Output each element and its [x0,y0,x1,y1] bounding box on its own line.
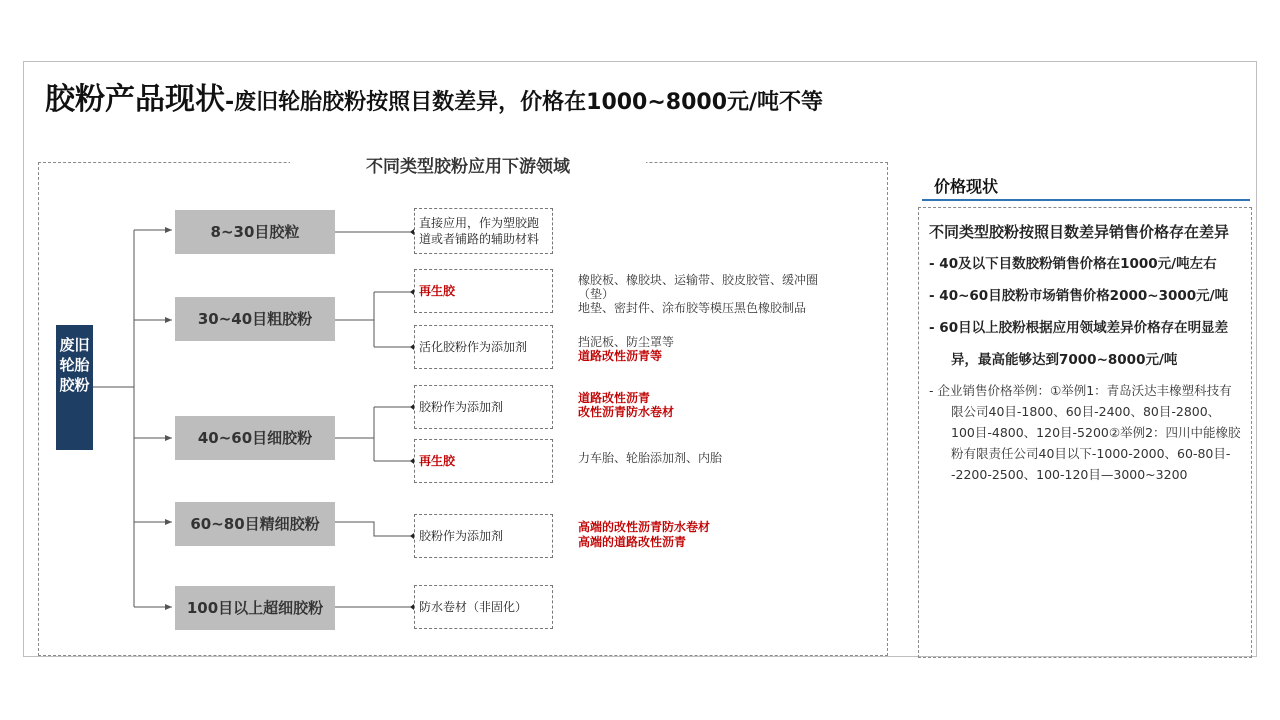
price-heading-underline [922,199,1250,201]
category-60-80-mesh: 60~80目精细胶粉 [175,502,335,546]
example-text: 橡胶板、橡胶块、运输带、胶皮胶管、缓冲圈（垫） [578,273,819,301]
example-text: 力车胎、轮胎添加剂、内胎 [578,451,723,465]
use-box-additive: 胶粉作为添加剂 [414,385,553,429]
use-box-activated-additive: 活化胶粉作为添加剂 [414,325,553,369]
example-text-highlight: 道路改性沥青 [578,391,651,405]
category-30-40-mesh: 30~40目粗胶粉 [175,297,335,341]
title-main: 胶粉产品现状 [45,82,225,117]
price-heading: 价格现状 [934,177,999,196]
category-40-60-mesh: 40~60目细胶粉 [175,416,335,460]
title-sub: -废旧轮胎胶粉按照目数差异，价格在1000~8000元/吨不等 [225,90,824,115]
use-box-reclaimed-rubber-2: 再生胶 [414,439,553,483]
price-bullet: - 40~60目胶粉市场销售价格2000~3000元/吨 [929,288,1229,304]
example-text-highlight: 高端的道路改性沥青 [578,535,687,549]
example-text-highlight: 改性沥青防水卷材 [578,405,675,419]
use-box-waterproof: 防水卷材（非固化） [414,585,553,629]
price-intro: 不同类型胶粉按照目数差异销售价格存在差异 [929,223,1230,241]
example-text: 挡泥板、防尘罩等 [578,335,675,349]
price-bullet: - 40及以下目数胶粉销售价格在1000元/吨左右 [929,256,1217,272]
root-node-waste-tire-powder: 废旧轮胎胶粉 [56,325,93,450]
example-text: 地垫、密封件、涂布胶等模压黑色橡胶制品 [578,301,807,315]
diagram-heading: 不同类型胶粉应用下游领域 [290,152,646,177]
use-box-reclaimed-rubber: 再生胶 [414,269,553,313]
example-text-highlight: 高端的改性沥青防水卷材 [578,520,711,534]
price-bullet: - 60目以上胶粉根据应用领域差异价格存在明显差异，最高能够达到7000~8000元/吨 [929,320,1229,368]
category-8-30-mesh: 8~30目胶粒 [175,210,335,254]
use-box-additive-2: 胶粉作为添加剂 [414,514,553,558]
price-example-note: - 企业销售价格举例：①举例1：青岛沃达丰橡塑科技有限公司40目-1800、60目-2400、80目-2800、100目-4800、120目-5200②举例2：四川中能橡胶粉有限责任公司40目以下-1000-2000、60-80目--2200-2500、100-120目—3000~3200 [929,383,1241,482]
example-text-highlight: 道路改性沥青等 [578,349,663,363]
category-100-plus-mesh: 100目以上超细胶粉 [175,586,335,630]
use-box-direct: 直接应用，作为塑胶跑道或者铺路的辅助材料 [414,208,553,254]
price-panel [918,207,1252,658]
